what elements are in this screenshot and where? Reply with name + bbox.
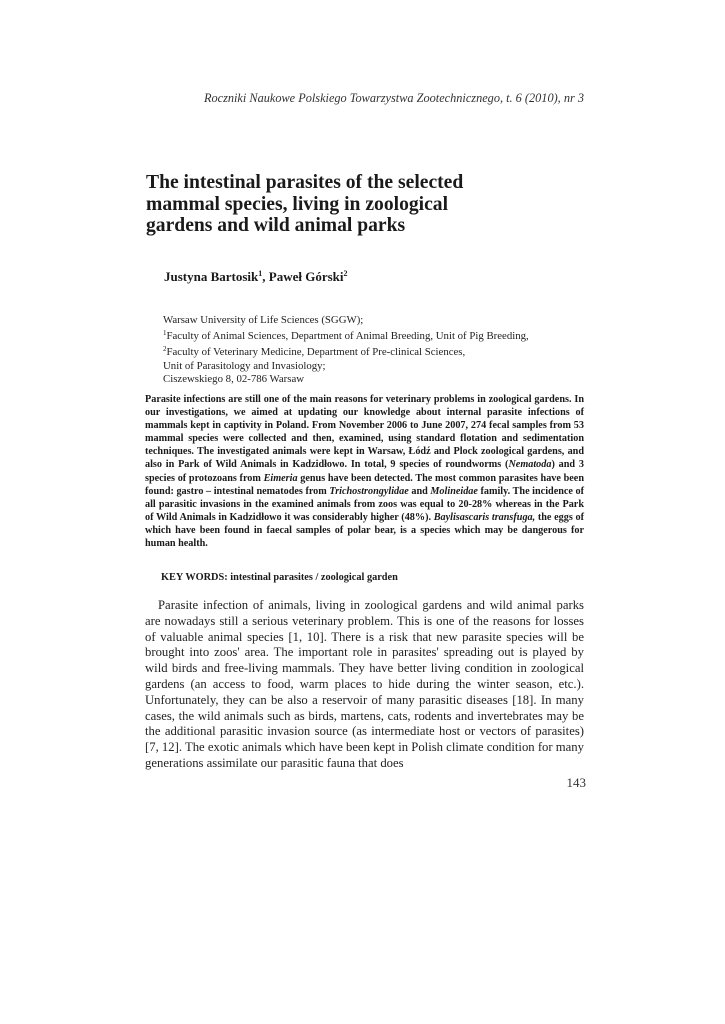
journal-header: Roczniki Naukowe Polskiego Towarzystwa Zootechnicznego, t. 6 (2010), nr 3 [203, 91, 584, 105]
author-name: Justyna Bartosik [164, 269, 259, 284]
author-affiliation-mark: 1 [258, 269, 263, 278]
author-name: Paweł Górski [268, 269, 344, 284]
taxon-name: Molineidae [430, 485, 478, 497]
abstract-text: and [408, 485, 431, 497]
author-separator: , [262, 269, 269, 284]
abstract-text: the eggs of which have been found in faecal samples of polar bear, is a species which may be dangerous for human health. [145, 511, 584, 550]
article-title: The intestinal parasites of the selected mammal species, living in zoological gardens and wild animal parks [146, 172, 464, 236]
abstract-text: ) and 3 species of protozoans from [145, 459, 584, 484]
affiliation-line: Ciszewskiego 8, 02-786 Warsaw [163, 372, 305, 385]
affiliation-line: Warsaw University of Life Sciences (SGGW); [163, 314, 364, 326]
affiliation-mark: 2 [163, 345, 167, 354]
abstract-text: family. The incidence of all parasitic invasions in the examined animals from zoos was equal to 20-28% whereas in the Park of Wild Animals in Kadzidłowo it was considerably higher (48%). [145, 485, 584, 523]
abstract [145, 393, 584, 550]
taxon-name: Trichostrongylidae [329, 485, 409, 497]
affiliations [163, 314, 529, 386]
abstract-text: Parasite infections are still one of the main reasons for veterinary problems in zoological gardens. In our investigations, we aimed at updating our knowledge about internal parasite infections of mammals kept in captivity in Poland. From November 2006 to June 2007, 274 fecal samples from 53 mammal species were collected and then, examined, using standard flotation and sedimentation techniques. The investigated animals were kept in Warsaw, Łódź and Plock zoological gardens, and also in Park of Wild Animals in Kadzidłowo. In total, 9 species of roundworms ( [145, 394, 584, 471]
affiliation-text: Faculty of Animal Sciences, Department of Animal Breeding, Unit of Pig Breeding, [166, 330, 529, 343]
abstract-text: genus have been detected. The most common parasites have been found: gastro – intestinal nematodes from [145, 472, 584, 497]
keywords: KEY WORDS: intestinal parasites / zoological garden [161, 572, 398, 583]
affiliation-text: Faculty of Veterinary Medicine, Department of Pre-clinical Sciences, [166, 346, 466, 359]
author-affiliation-mark: 2 [343, 269, 348, 278]
author-list [164, 269, 348, 285]
taxon-name: Eimeria [263, 472, 298, 484]
taxon-name: Nematoda [508, 459, 552, 471]
affiliation-mark: 1 [163, 329, 167, 338]
affiliation-line [163, 327, 529, 343]
taxon-name: Baylisascaris transfuga, [433, 511, 536, 523]
affiliation-line: Unit of Parasitology and Invasiology; [163, 359, 326, 372]
body-paragraph: Parasite infection of animals, living in zoological gardens and wild animal parks are nowadays still a serious veterinary problem. This is one of the reasons for losses of valuable animal species [1, 10]. There is a risk that new parasite species will be brought into zoos' area. The important role in parasites' spreading out is played by wild birds and free-living mammals. They have better living condition in zoological gardens (an access to food, warm places to hide during the winter season, etc.). Unfortunately, they can be also a reservoir of many parasitic diseases [18]. In many cases, the wild animals such as birds, martens, cats, rodents and invertebrates may be the additional parasitic invasion source (as intermediate host or vectors of parasites) [7, 12]. The exotic animals which have been kept in Polish climate condition for many generations assimilate our parasitic fauna that does [145, 598, 584, 770]
affiliation-line [163, 343, 529, 359]
page-number: 143 [566, 775, 586, 790]
